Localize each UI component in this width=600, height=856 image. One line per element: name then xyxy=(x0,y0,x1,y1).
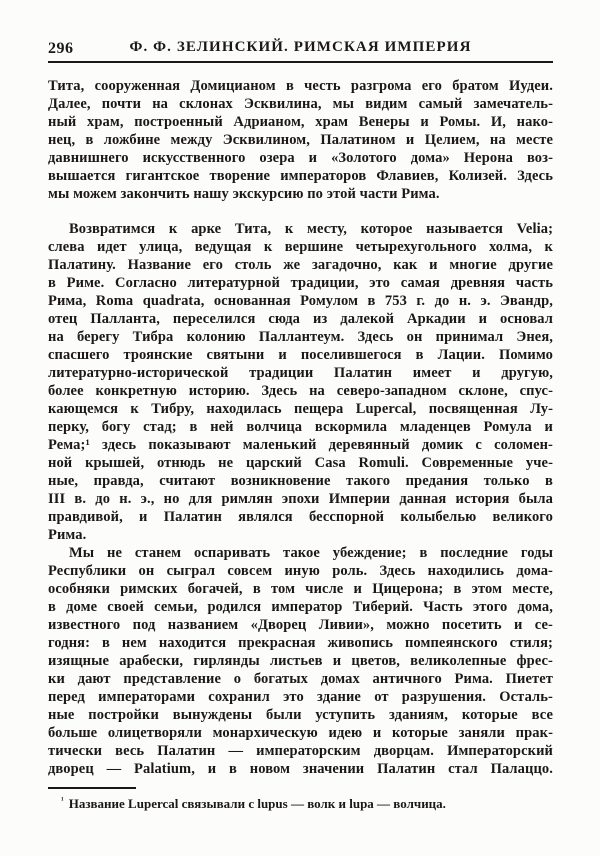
text-line: дворец — Palatium, и в новом значении Палатин стал Палаццо. xyxy=(48,761,553,777)
text-line: Палатину. Название его столь же загадочно, как и многие другие xyxy=(48,257,553,273)
text-line: правдивой, и Палатин являлся бесспорной колыбелью великого xyxy=(48,509,553,525)
text-line: нец, в ложбине между Эсквилином, Палатином и Целием, на месте xyxy=(48,132,553,148)
paragraph-1 xyxy=(48,77,553,203)
header-rule xyxy=(48,61,553,63)
text-line: тически весь Палатин — императорским дворцам. Императорский xyxy=(48,743,553,759)
text-line: на берегу Тибра колонию Паллантеум. Здесь он принимал Энея, xyxy=(48,329,553,345)
text-line: вышается гигантское творение императоров Флавиев, Колизей. Здесь xyxy=(48,168,553,184)
running-title: Ф. Ф. ЗЕЛИНСКИЙ. РИМСКАЯ ИМПЕРИЯ xyxy=(129,39,472,55)
text-line: ные, правда, считают возникновение такого предания только в xyxy=(48,473,553,489)
footnote-rule xyxy=(48,787,136,789)
text-line: ки дают представление о богатых домах античного Рима. Пиетет xyxy=(48,671,553,687)
text-line: особняки римских богачей, в том числе и Цицерона; в этом месте, xyxy=(48,581,553,597)
text-line: известного под названием «Дворец Ливии», можно посетить и се- xyxy=(48,617,553,633)
text-line: отец Палланта, переселился сюда из далекой Аркадии и основал xyxy=(48,311,553,327)
text-line: III в. до н. э., но для римлян эпохи Империи данная история была xyxy=(48,491,553,507)
page-header xyxy=(48,38,553,58)
text-line: Республики он сыграл совсем иную роль. Здесь находились дома- xyxy=(48,563,553,579)
footnote-text: Название Lupercal связывали с lupus — волк и lupa — волчица. xyxy=(68,796,446,811)
text-line: Рима. xyxy=(48,527,87,543)
text-line: кающемся к Тибру, находилась пещера Lupercal, посвященная Лу- xyxy=(48,401,553,417)
text-line: в доме своей семьи, родился император Тиберий. Часть этого дома, xyxy=(48,599,553,615)
text-line: перед императорами сохранил это здание от разрушения. Осталь- xyxy=(48,689,553,705)
paragraph-2 xyxy=(48,220,553,544)
paragraph-3 xyxy=(48,544,553,778)
text-line: спасшего троянские святыни и поселившегося в Лации. Помимо xyxy=(48,347,553,363)
text-line: давнишнего искусственного озера и «Золотого дома» Нерона воз- xyxy=(48,150,553,166)
text-line: в Риме. Согласно литературной традиции, это самая древняя часть xyxy=(48,275,553,291)
text-line: Далее, почти на склонах Эсквилина, мы видим самый замечатель- xyxy=(48,96,553,112)
text-line: более конкретную историю. Здесь на северо-западном склоне, спус- xyxy=(48,383,553,399)
text-line: Тита, сооруженная Домицианом в честь разгрома его братом Иудеи. xyxy=(48,78,553,94)
text-line: ные постройки вынуждены были уступить зданиям, которые все xyxy=(48,707,553,723)
text-line: слева идет улица, ведущая к вершине четырехугольного холма, к xyxy=(48,239,553,255)
text-line: больше олицетворяли монархическую идею и которые заняли прак- xyxy=(48,725,553,741)
text-line: литературно-исторической традиции Палатин имеет и другую, xyxy=(48,365,553,381)
text-line: Мы не станем оспаривать такое убеждение; в последние годы xyxy=(69,545,553,561)
text-line: ной крышей, отнюдь не царский Casa Romuli. Современные уче- xyxy=(48,455,553,471)
text-line: Возвратимся к арке Тита, к месту, которое называется Velia; xyxy=(69,221,553,237)
text-line: Рема;¹ здесь показывают маленький деревянный домик с соломен- xyxy=(48,437,553,453)
body-text xyxy=(48,77,553,778)
page-number: 296 xyxy=(48,40,74,57)
text-line: Рима, Roma quadrata, основанная Ромулом в 753 г. до н. э. Эвандр, xyxy=(48,293,553,309)
text-line: перку, богу стад; в ней волчица вскормила младенцев Ромула и xyxy=(48,419,553,435)
text-line: годня: в нем находится прекрасная живопись помпеянского стиля; xyxy=(48,635,553,651)
footnote xyxy=(48,796,553,812)
footnote-marker: ¹ xyxy=(61,794,64,805)
text-line: ный храм, построенный Адрианом, храм Венеры и Ромы. И, нако- xyxy=(48,114,553,130)
text-line: мы можем закончить нашу экскурсию по этой части Рима. xyxy=(48,186,440,202)
text-line: изящные арабески, гирлянды листьев и цветов, великолепные фрес- xyxy=(48,653,553,669)
